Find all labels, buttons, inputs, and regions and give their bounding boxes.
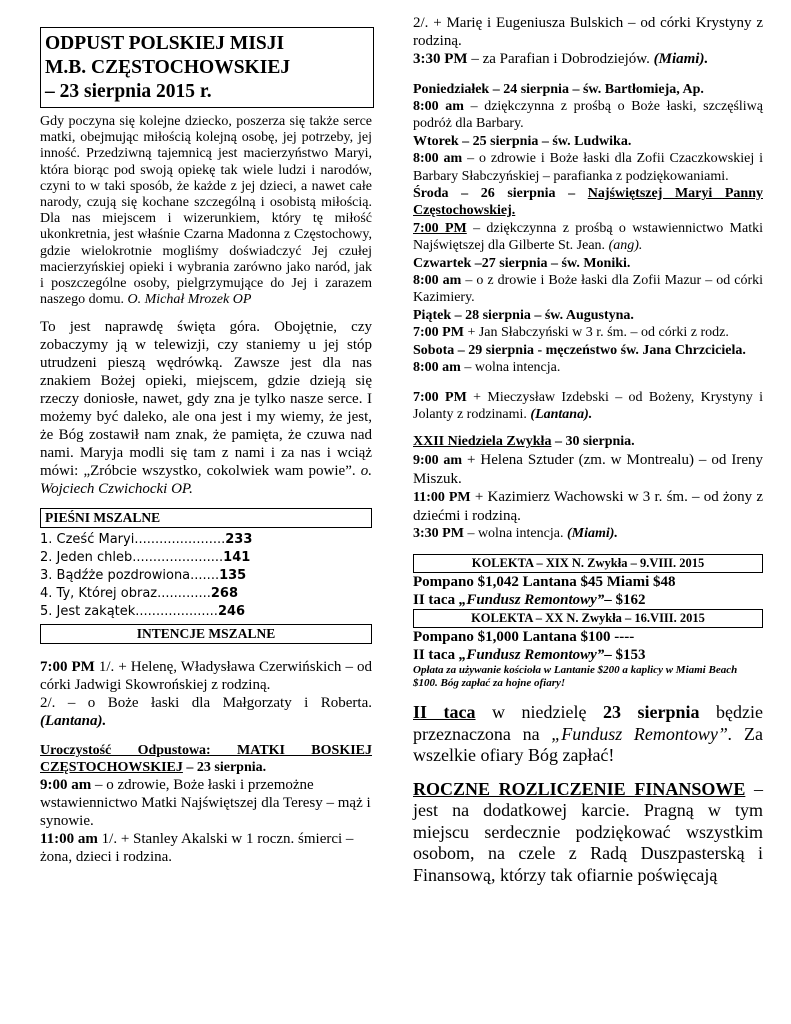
second-collection-announcement: II taca w niedzielę 23 sierpnia będzie przeznaczona na „Fundusz Remontowy”. Za wszelkie ofiary Bóg zapłać! <box>413 702 763 766</box>
song-item: 1. Cześć Maryi ...................... 233 <box>40 532 253 548</box>
monday-mass: 8:00 am – dziękczynna z prośbą o Boże łaski, szczęśliwą podróż dla Barbary. <box>413 99 763 132</box>
collection-2-amounts: Pompano $1,000 Lantana $100 ---- <box>413 629 635 646</box>
collection-2-second: II taca „Fundusz Remontowy”– $153 <box>413 647 646 664</box>
thursday-heading: Czwartek –27 sierpnia – św. Moniki. <box>413 255 631 271</box>
sunday-continued: 2/. + Marię i Eugeniusza Bulskich – od córki Krystyny z rodziną. 3:30 PM – za Parafian i Dobrodziejów. (Miami). <box>413 15 763 68</box>
mass-1: 7:00 PM 1/. + Helenę, Władysława Czerwińskich – od córki Jadwigi Skowrońskiej z rodziną. <box>40 659 372 694</box>
mass-3: 9:00 am – o zdrowie, Boże łaski i przemożne wstawiennictwo Matki Najświętszej dla Teresy – mąż i synowie. <box>40 777 371 830</box>
title-line-1: ODPUST POLSKIEJ MISJI <box>45 33 285 54</box>
right-column <box>413 0 763 886</box>
friday-heading: Piątek – 28 sierpnia – św. Augustyna. <box>413 307 634 323</box>
intro2-author: o. Wojciech Czwichocki OP. <box>40 463 373 498</box>
saturday-evening-mass: 7:00 PM + Mieczysław Izdebski – od Bożeny, Krystyny i Jolanty z rodzinami. (Lantana). <box>413 389 763 422</box>
sunday-mass-1: 9:00 am + Helena Sztuder (zm. w Montrealu) – od Ireny Miszuk. <box>413 451 763 487</box>
songs-header: PIEŚNI MSZALNE <box>40 508 372 528</box>
song-item: 5. Jest zakątek .................... 246 <box>40 603 246 619</box>
intro-author: O. Michał Mrozek OP <box>127 292 252 308</box>
intro-paragraph <box>40 114 372 308</box>
monday-heading: Poniedziałek – 24 sierpnia – św. Bartłomieja, Ap. <box>413 81 704 97</box>
collection-2-header: KOLEKTA – XX N. Zwykła – 16.VIII. 2015 <box>413 609 763 628</box>
song-item: 4. Ty, Której obraz ............. 268 <box>40 585 239 601</box>
tuesday-heading: Wtorek – 25 sierpnia – św. Ludwika. <box>413 133 632 149</box>
wednesday-mass: 7:00 PM – dziękczynna z prośbą o wstawiennictwo Matki Najświętszej dla Gilberte St. Jean. (ang). <box>413 220 763 254</box>
song-item: 3. Bądźże pozdrowiona ....... 135 <box>40 568 247 584</box>
fee-note: Opłata za używanie kościoła w Lantanie $200 a kaplicy w Miami Beach $100. Bóg zapłać za hojne ofiary! <box>413 664 738 690</box>
feast-heading: Uroczystość Odpustowa: MATKI BOSKIEJ CZĘSTOCHOWSKIEJ – 23 sierpnia. <box>40 743 372 776</box>
title-line-2: M.B. CZĘSTOCHOWSKIEJ <box>45 57 291 78</box>
left-column <box>40 0 372 866</box>
mass-4: 11:00 am 1/. + Stanley Akalski w 1 roczn. śmierci – żona, dzieci i rodzina. <box>40 831 354 866</box>
sunday-heading: XXII Niedziela Zwykła – 30 sierpnia. <box>413 434 635 450</box>
intro-text: Gdy poczyna się kolejne dziecko, poszerza się także serce matki, obejmując miłością kolejną osobę, jej potrzeby, jej inność. Przedziwną tajemnicą jest macierzyństwo Maryi, która biorąc pod swoją opiekę tak wiele ludzi i narodów, czyni to w taki sposób, że każde z jej dzieci, a nawet całe narody, czują się kochane szczególną i osobistą miłością. Dla nas miejscem i wizerunkiem, który tę miłość ukonkretnia, jest właśnie Czarna Madonna z Częstochowy, gdzie wielokrotnie mogliśmy doświadczyć Jej czułej macierzyńskiej opieki i wybrania zarówno jako naród, jak i poszczególne osoby, pielgrzymujące do Jej i zarazem naszego domu. <box>40 114 372 308</box>
collection-1-header: KOLEKTA – XIX N. Zwykła – 9.VIII. 2015 <box>413 554 763 573</box>
mass-2: 2/. – o Boże łaski dla Małgorzaty i Roberta. (Lantana). <box>40 695 372 730</box>
saturday-heading: Sobota – 29 sierpnia - męczeństwo św. Jana Chrzciciela. <box>413 342 746 358</box>
song-item: 2. Jeden chleb ...................... 141 <box>40 550 251 566</box>
songs-list <box>40 531 372 620</box>
weekday-schedule <box>413 81 763 543</box>
sunday-mass-2: 11:00 PM + Kazimierz Wachowski w 3 r. śm. – od żony z dziećmi i rodziną. <box>413 488 763 524</box>
intro2-text: To jest naprawdę święta góra. Obojętnie, czy zobaczymy ją w telewizji, czy staniemy u jej stóp utrudzeni pieszą wędrówką. Zawsze jest dla nas znakiem Bożej opieki, miejscem, gdzie dzieją się rzeczy doniosłe, nawet, gdy zna je tylko nasze serce. I możemy być daleko, ale ona jest i my wiemy, że jest, że Bóg zostawił nam znak, że pamięta, że czuwa nad nami. Maryja modli się tam z nami i za nas i wciąż mówi: „Zróbcie wszystko, cokolwiek wam powie”. <box>40 319 372 480</box>
saturday-mass: 8:00 am – wolna intencja. <box>413 360 561 376</box>
sunday-mass-3: 3:30 PM – wolna intencja. (Miami). <box>413 525 618 541</box>
collection-1-second: II taca „Fundusz Remontowy”– $162 <box>413 592 646 609</box>
title-line-3: – 23 sierpnia 2015 r. <box>45 81 212 102</box>
thursday-mass: 8:00 am – o z drowie i Boże łaski dla Zofii Mazur – od córki Kazimiery. <box>413 273 764 306</box>
intentions-header: INTENCJE MSZALNE <box>40 624 372 644</box>
friday-mass: 7:00 PM + Jan Słabczyński w 3 r. śm. – od córki z rodz. <box>413 325 729 341</box>
intro2-paragraph <box>40 318 372 498</box>
wednesday-heading: Środa – 26 sierpnia – Najświętszej Maryi Panny Częstochowskiej. <box>413 186 763 219</box>
tuesday-mass: 8:00 am – o zdrowie i Boże łaski dla Zofii Czaczkowskiej i Barbary Słabczyńskiej – parafianka z podziękowaniami. <box>413 151 764 184</box>
financial-report-announcement: ROCZNE ROZLICZENIE FINANSOWE – jest na dodatkowej karcie. Pragną w tym miejscu serdecznie podziękować wszystkim osobom, na czele z Radą Duszpasterską i Finansową, którzy tak ofiarnie poświęcają <box>413 778 764 885</box>
collection-1-amounts: Pompano $1,042 Lantana $45 Miami $48 <box>413 574 676 591</box>
mass-1-time: 7:00 PM <box>40 659 95 676</box>
title-box <box>40 27 374 108</box>
